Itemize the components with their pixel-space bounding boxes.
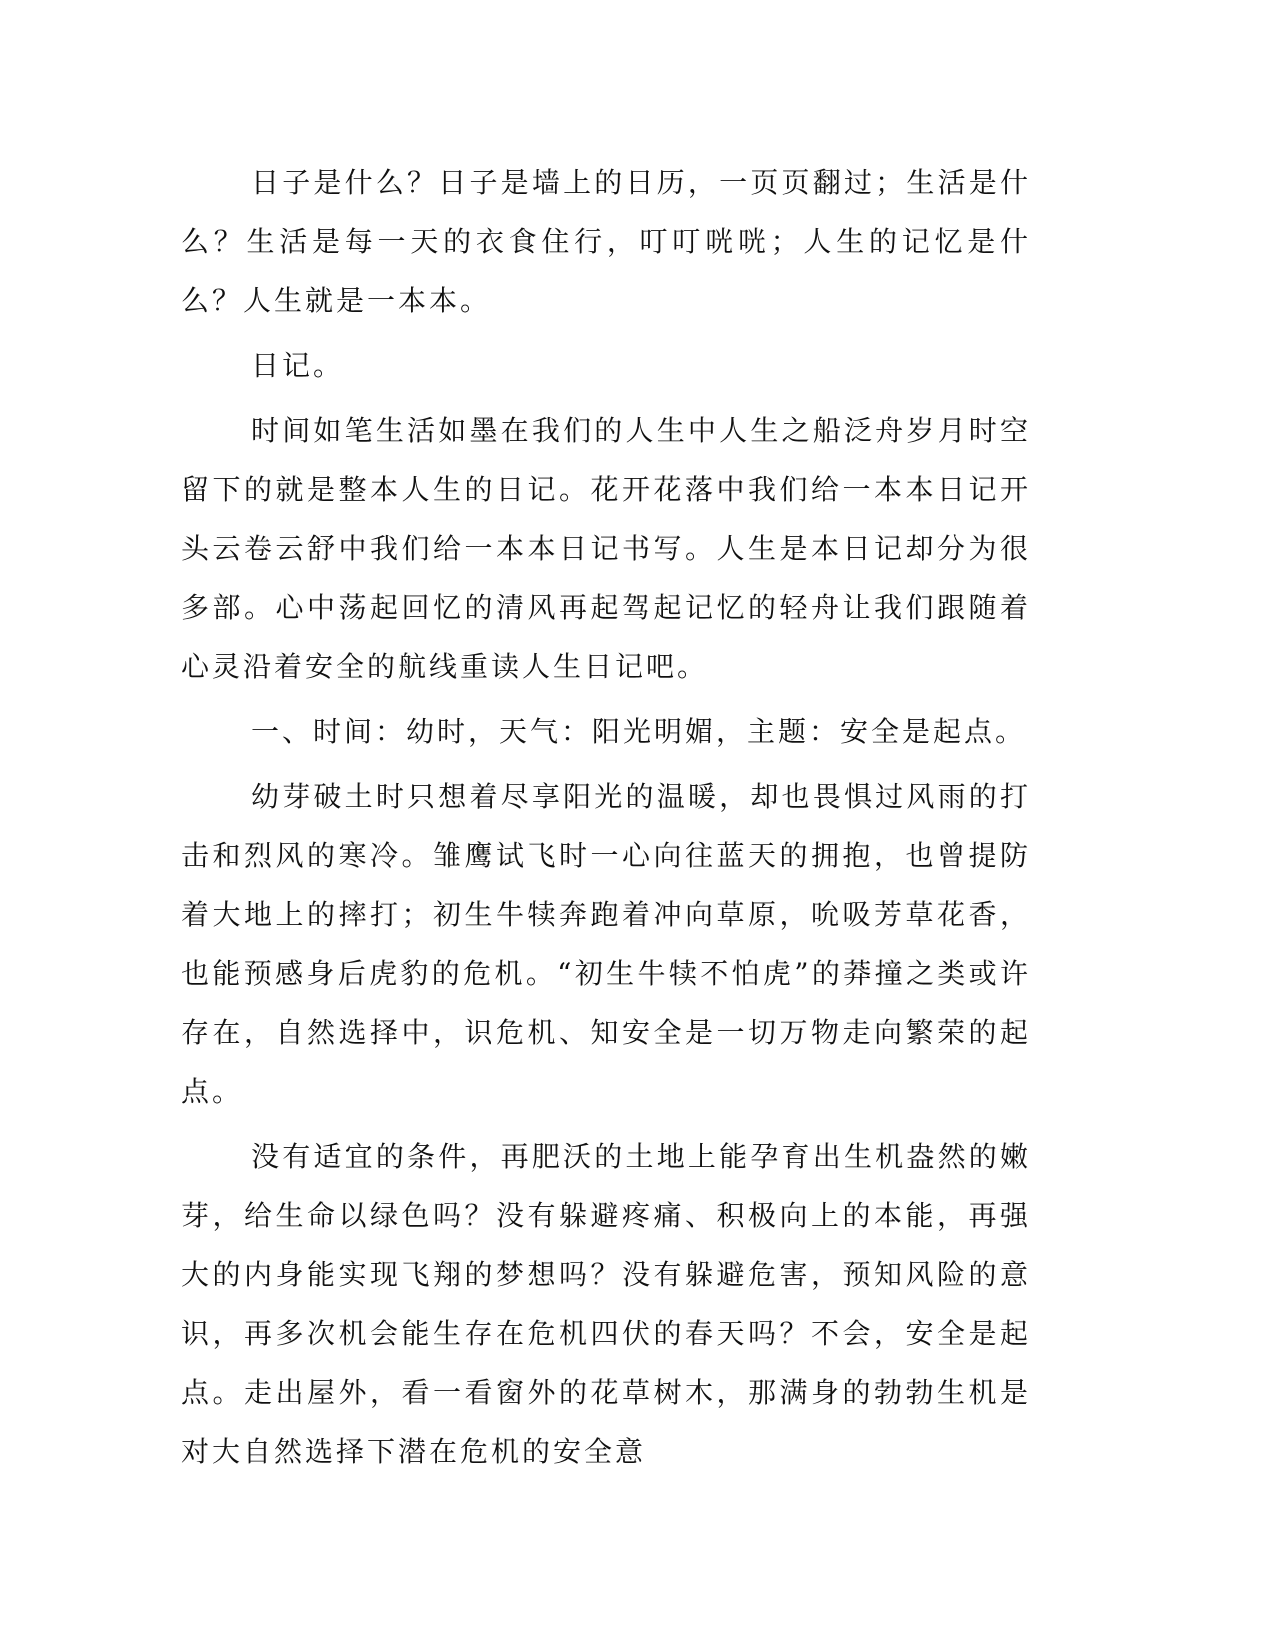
paragraph-6: 没有适宜的条件，再肥沃的土地上能孕育出生机盎然的嫩芽，给生命以绿色吗？没有躲避疼痛、积极向上的本能，再强大的内身能实现飞翔的梦想吗？没有躲避危害，预知风险的意识，再多次机会能生存在危机四伏的春天吗？不会，安全是起点。走出屋外，看一看窗外的花草树木，那满身的勃勃生机是对大自然选择下潜在危机的安全意 xyxy=(181,1140,1031,1468)
paragraph-3: 时间如笔生活如墨在我们的人生中人生之船泛舟岁月时空留下的就是整本人生的日记。花开花落中我们给一本本日记开头云卷云舒中我们给一本本日记书写。人生是本日记却分为很多部。心中荡起回忆的清风再起驾起记忆的轻舟让我们跟随着心灵沿着安全的航线重读人生日记吧。 xyxy=(181,414,1031,683)
paragraph-1: 日子是什么？日子是墙上的日历，一页页翻过；生活是什么？生活是每一天的衣食住行，叮叮咣咣；人生的记忆是什么？人生就是一本本。 xyxy=(181,166,1031,317)
paragraph-5: 幼芽破土时只想着尽享阳光的温暖，却也畏惧过风雨的打击和烈风的寒冷。雏鹰试飞时一心向往蓝天的拥抱，也曾提防着大地上的摔打；初生牛犊奔跑着冲向草原，吮吸芳草花香，也能预感身后虎豹的危机。“初生牛犊不怕虎”的莽撞之类或许存在，自然选择中，识危机、知安全是一切万物走向繁荣的起点。 xyxy=(181,780,1031,1108)
paragraph-2: 日记。 xyxy=(251,349,345,382)
paragraph-4: 一、时间：幼时，天气：阳光明媚，主题：安全是起点。 xyxy=(251,715,1027,748)
document-body xyxy=(181,153,1031,1487)
